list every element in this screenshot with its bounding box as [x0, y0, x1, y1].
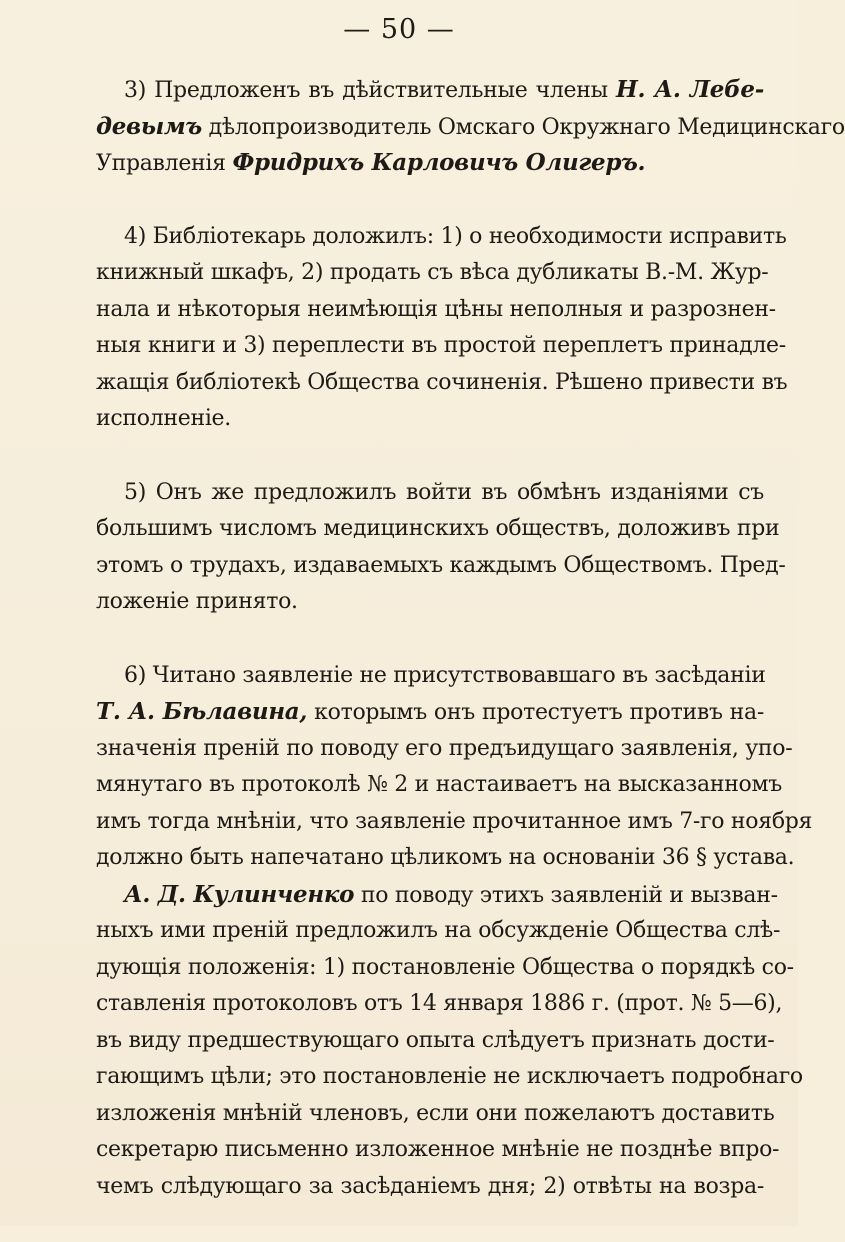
person-name: Н. А. Лебе- — [616, 76, 764, 103]
text-line: дующія положенія: 1) постановленіе Общества о порядкѣ со- — [96, 954, 794, 980]
text-line — [96, 109, 845, 146]
text-line — [96, 145, 764, 182]
text-line — [96, 1205, 764, 1242]
paragraph-7 — [96, 877, 803, 1242]
text-line: ставленія протоколовъ отъ 14 января 1886 г. (прот. № 5—6), — [96, 991, 783, 1016]
text-line: 4) Библіотекарь доложилъ: 1) о необходимости исправить — [124, 223, 787, 249]
text-line: исполненіе. — [96, 406, 231, 431]
text-run: Управленія — [96, 151, 226, 176]
paragraph-5 — [96, 475, 786, 621]
paragraph-4 — [96, 219, 788, 438]
text-run: дѣлопроизводитель Омскаго Окружнаго Медицинскаго — [208, 114, 845, 140]
paragraph-3 — [96, 72, 845, 182]
text-line: ложеніе принято. — [96, 589, 298, 614]
text-run: по поводу этихъ заявленій и вызван- — [360, 882, 778, 908]
text-run: которымъ онъ протестуетъ противъ на- — [314, 700, 764, 725]
text-line: ныя книги и 3) переплести въ простой переплетъ принадле- — [96, 333, 786, 358]
text-line: должно быть напечатано цѣликомъ на основаніи 36 § устава. — [96, 845, 795, 870]
text-line: гающимъ цѣли; это постановленіе не исключаетъ подробнаго — [96, 1064, 803, 1089]
person-name: девымъ — [96, 112, 202, 140]
text-line: изложенія мнѣній членовъ, если они пожелаютъ доставить — [96, 1100, 775, 1126]
text-line: большимъ числомъ медицинскихъ обществъ, доложивъ при — [96, 516, 780, 541]
text-line — [96, 72, 764, 109]
page-text — [96, 72, 845, 1242]
text-line: секретарю письменно изложенное мнѣніе не позднѣе впро- — [96, 1137, 780, 1162]
text-line: мянутаго въ протоколѣ № 2 и настаиваетъ на высказанномъ — [96, 772, 783, 797]
text-line: жащія библіотекѣ Общества сочиненія. Рѣшено привести въ — [96, 369, 788, 395]
paragraph-6 — [96, 658, 813, 877]
text-line: 5) Онъ же предложилъ войти въ обмѣнъ изданіями съ — [124, 479, 764, 505]
text-line: книжный шкафъ, 2) продать съ вѣса дубликаты В.-М. Жур- — [96, 260, 769, 285]
text-line: въ виду предшествующаго опыта слѣдуетъ признать дости- — [96, 1027, 775, 1053]
page-number: — 50 — — [343, 14, 455, 45]
text-line: чемъ слѣдующаго за засѣданіемъ дня; 2) отвѣты на возра- — [96, 1173, 764, 1199]
text-line: этомъ о трудахъ, издаваемыхъ каждымъ Обществомъ. Пред- — [96, 552, 786, 578]
text-line — [96, 877, 778, 914]
text-run: 3) Предложенъ въ дѣйствительные члены — [124, 78, 608, 103]
text-line — [96, 694, 764, 731]
text-line: 6) Читано заявленіе не присутствовавшаго въ засѣданіи — [124, 662, 766, 688]
text-line: имъ тогда мнѣніи, что заявленіе прочитанное имъ 7-го ноября — [96, 808, 813, 834]
person-name: А. Д. Кулинченко — [124, 880, 355, 908]
person-name: Т. А. Бѣлавина, — [96, 698, 308, 725]
text-line: нала и нѣкоторыя неимѣющія цѣны неполныя и разрознен- — [96, 296, 776, 322]
text-line: значенія преній по поводу его предъидущаго заявленія, упо- — [96, 735, 793, 761]
text-line: ныхъ ими преній предложилъ на обсужденіе Общества слѣ- — [96, 918, 781, 943]
person-name: Фридрихъ Карловичъ Олигеръ. — [232, 149, 646, 176]
